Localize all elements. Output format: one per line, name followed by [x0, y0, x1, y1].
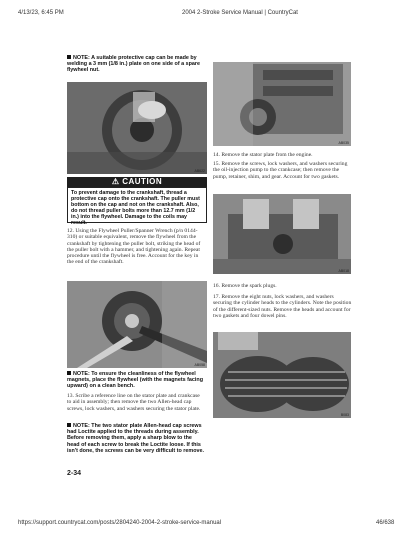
- photo-code: AB058: [194, 363, 205, 367]
- photo-oil-pump: [213, 194, 351, 274]
- step-12: 12. Using the Flywheel Puller/Spanner Wrench (p/n 0144-310) or suitable equivalent, remove the flywheel from the crankshaft by tightening the puller bolt, striking the head of the puller bolt with a hammer, and tightening again. Repeat procedure until the flywheel is free. Account for the key in the end of the crankshaft.: [67, 228, 201, 266]
- photo-code: AB035: [338, 141, 349, 145]
- photo-stator-plate: [213, 62, 351, 146]
- note-bullet-icon: [67, 371, 71, 375]
- oil-pump-photo-image: [213, 194, 351, 274]
- print-page-title: 2004 2-Stroke Service Manual | CountryCat: [182, 10, 298, 16]
- manual-page-number: 2-34: [67, 470, 82, 477]
- stator-photo-image: [213, 62, 351, 146]
- caution-box: [67, 187, 207, 226]
- print-url[interactable]: https://support.countrycat.com/posts/2804240-2004-2-stroke-service-manual: [18, 520, 222, 526]
- step-17: 17. Remove the eight nuts, lock washers, and washers securing the cylinder heads to the cylinders. Note the position of the different-sized nuts. Remove the heads and account for two gaskets and four dowel pins.: [213, 294, 352, 319]
- photo-flywheel-wrench: [67, 281, 207, 368]
- note-bullet-icon: [67, 55, 71, 59]
- note-protective-cap: NOTE: A suitable protective cap can be made by welding a 3 mm (1/8 in.) plate on one side of a spare flywheel nut.: [67, 55, 200, 74]
- step-14: 14. Remove the stator plate from the engine.: [213, 152, 313, 158]
- step-13: 13. Scribe a reference line on the stator plate and crankcase to aid in assembly; then remove the two Allen-head cap screws, lock washers, and washers securing the stator plate.: [67, 393, 201, 412]
- note-clean-flywheel: NOTE: To ensure the cleanliness of the flywheel magnets, place the flywheel (with the magnets facing upward) on a clean bench.: [67, 371, 203, 390]
- caution-text: To prevent damage to the crankshaft, thread a protective cap onto the crankshaft. The puller must bottom on the cap and not on the crankshaft. Also, do not thread puller bolts more than 12.7 mm (1/2 in.) into the flywheel. Damage to the coils may result.: [71, 190, 200, 226]
- flywheel-photo-image: [67, 82, 207, 174]
- step-16: 16. Remove the spark plugs.: [213, 283, 277, 289]
- warning-triangle-icon: ⚠: [111, 177, 120, 186]
- photo-flywheel-puller: [67, 82, 207, 174]
- print-page-count: 46/638: [376, 520, 395, 526]
- photo-code: AB622: [194, 169, 205, 173]
- print-datetime: 4/13/23, 6:45 PM: [18, 10, 64, 16]
- note-bullet-icon: [67, 423, 71, 427]
- cylinder-heads-photo-image: [213, 332, 351, 418]
- photo-cylinder-heads: [213, 332, 351, 418]
- caution-banner: ⚠ CAUTION: [67, 177, 207, 187]
- photo-code: AB018: [338, 269, 349, 273]
- wrench-photo-image: [67, 281, 207, 368]
- photo-code: B083: [340, 413, 349, 417]
- note-loctite: NOTE: The two stator plate Allen-head cap screws had Loctite applied to the threads during assembly. Before removing them, apply a sharp blow to the head of each screw to break the Loctite loose. If this isn't done, the screws can be very difficult to remove.: [67, 423, 204, 454]
- step-15: 15. Remove the screws, lock washers, and washers securing the oil-injection pump to the crankcase; then remove the pump, retainer, shim, and gear. Account for two gaskets.: [213, 161, 348, 180]
